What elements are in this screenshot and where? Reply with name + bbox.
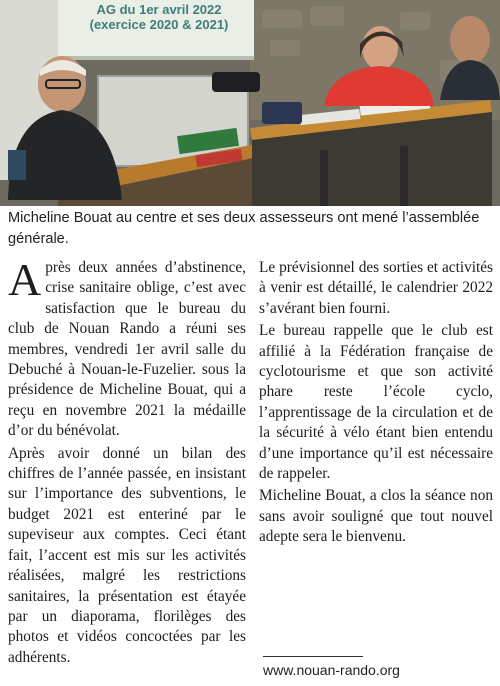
- article-paragraph-3: Le prévisionnel des sorties et activités à venir est détaillé, le calendrier 2022 s’avérant bien fourni.: [259, 259, 493, 317]
- article-paragraph-2: Après avoir donné un bilan des chiffres de l’année passée, en insistant sur l’importance des subventions, le budget 2021 est enteriné par le supeviseur aux comptes. Ceci étant fait, l’accent est mis sur les activités réalisées, malgré les restrictions sanitaires, la présentation est étayée par un diaporama, florilèges des photos et vidéos concoctées par les adhérents.: [8, 444, 246, 666]
- article-paragraph-4: Le bureau rappelle que le club est affilié à la Fédération française de cyclotourisme et que son activité phare reste l’école cyclo, l’apprentissage de la circulation et de la sécurité à vélo étant bien entendu d’une importance qu’il est nécessaire de rappeler.: [259, 322, 493, 483]
- article-column-right: [259, 258, 493, 550]
- projection-screen-text: [70, 2, 248, 32]
- article-column-left: [8, 254, 246, 670]
- article-paragraph-5: Micheline Bouat, a clos la séance non sans avoir souligné que tout nouvel adepte sera le bienvenu.: [259, 487, 493, 546]
- article-paragraph-1: Après deux années d’abstinence, crise sanitaire oblige, c’est avec satisfaction que le bureau du club de Nouan Rando a réuni ses membres, vendredi 1er avril salle du Debuché à Nouan-le-Fuzelier. sous la présidence de Micheline Bouat, qui a reçu en novembre 2021 la médaille d’or du bénévolat.: [8, 254, 246, 440]
- meeting-photo: [0, 0, 500, 206]
- divider-rule: [263, 656, 363, 657]
- screen-line-2: (exercice 2020 & 2021): [89, 17, 229, 32]
- screen-line-1: AG du 1er avril 2022: [96, 2, 222, 17]
- website-link[interactable]: www.nouan-rando.org: [263, 662, 400, 678]
- photo-caption: Micheline Bouat au centre et ses deux assesseurs ont mené l’assemblée générale.: [8, 210, 480, 247]
